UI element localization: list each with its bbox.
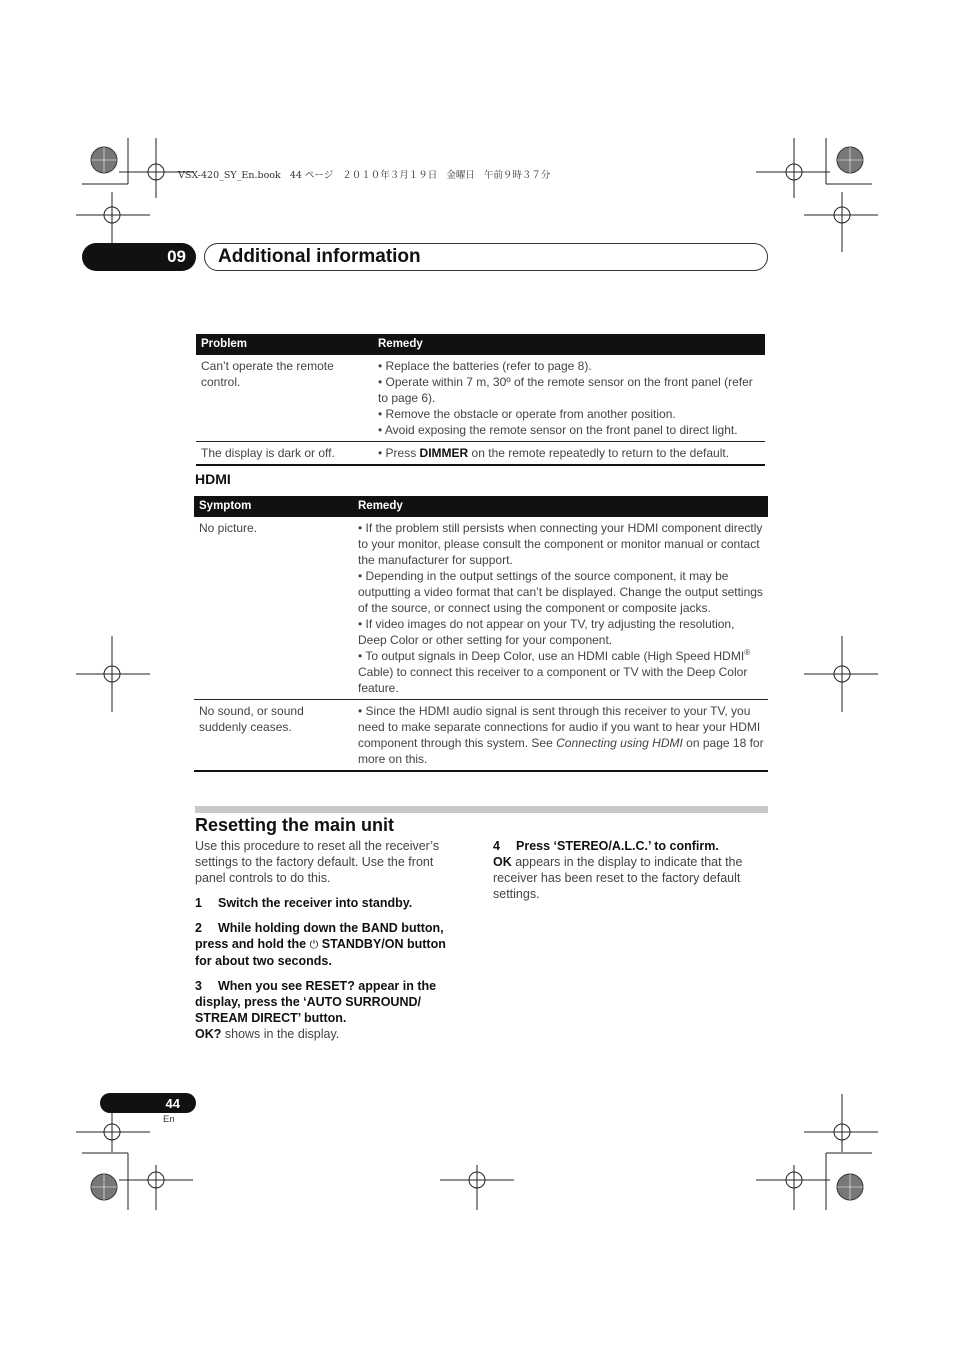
step-text: While holding down the BAND button, press and hold the — [195, 921, 444, 951]
table-row — [194, 700, 768, 772]
step-4-result — [493, 854, 765, 902]
reset-right-column — [493, 838, 765, 902]
remedy-text: • To output signals in Deep Color, use an HDMI cable (High Speed HDMI — [358, 649, 745, 663]
step-4 — [493, 838, 765, 854]
remedy-cell — [353, 700, 768, 772]
step-text: STANDBY/ON button for about two seconds. — [195, 937, 446, 968]
cross-reference: Connecting using HDMI — [556, 736, 683, 750]
remedy-item: • Replace the batteries (refer to page 8). — [378, 359, 592, 373]
remedy-item: • Avoid exposing the remote sensor on the front panel to direct light. — [378, 423, 738, 437]
remedy-cell — [373, 442, 765, 466]
symptom-cell: No picture. — [199, 521, 258, 535]
column-header-problem: Problem — [196, 334, 373, 355]
step-text: Press ‘STEREO/A.L.C.’ to confirm. — [516, 839, 719, 853]
section-divider — [195, 806, 768, 813]
section-title: Resetting the main unit — [195, 815, 395, 835]
remedy-item — [358, 648, 764, 696]
step-number: 4 — [493, 839, 500, 853]
step-text: When you see RESET? appear in the display, press the ‘AUTO SURROUND/ STREAM DIRECT’ button. — [195, 979, 437, 1025]
chapter-number-badge: 09 — [82, 243, 196, 271]
column-header-remedy: Remedy — [353, 496, 768, 517]
step-2 — [195, 920, 460, 969]
page-number: 44 — [100, 1093, 196, 1113]
step-number: 1 — [195, 896, 202, 910]
remedy-cell — [353, 517, 768, 700]
column-header-symptom: Symptom — [194, 496, 353, 517]
remedy-item: • If video images do not appear on your TV, try adjusting the resolution, Deep Color or other setting for your component. — [358, 617, 735, 647]
table-row — [196, 442, 765, 466]
column-header-remedy: Remedy — [373, 334, 765, 355]
step-3 — [195, 978, 460, 1026]
chapter-title: Additional information — [204, 243, 768, 271]
display-text: OK — [493, 855, 512, 869]
print-info-line: VSX-420_SY_En.book 44 ページ ２０１０年３月１９日 金曜日 午前９時３７分 — [178, 170, 551, 181]
table-row — [194, 517, 768, 700]
step-text: Switch the receiver into standby. — [218, 896, 413, 910]
display-text: OK? — [195, 1027, 222, 1041]
step-number: 2 — [195, 921, 202, 935]
result-text: shows in the display. — [221, 1027, 340, 1041]
registered-mark: ® — [744, 648, 751, 657]
remedy-text: • Since the HDMI audio signal is sent through this receiver to your TV, you need to make separate connections for audio if you want to hear your HDMI component through this system. See — [358, 704, 761, 750]
problem-cell: The display is dark or off. — [196, 442, 373, 466]
remedy-cell — [373, 355, 765, 442]
problem-cell: Can’t operate the remote control. — [201, 359, 334, 389]
remedy-text: on page 18 for more on this. — [358, 736, 764, 766]
remedy-text: on the remote repeatedly to return to the default. — [468, 446, 730, 460]
remedy-item: • Depending in the output settings of the source component, it may be outputting a video format that can’t be displayed. Change the output settings of the source, or connect using the component or composite jacks. — [358, 569, 763, 615]
step-3-result — [195, 1026, 460, 1042]
remedy-item: • Operate within 7 m, 30º of the remote sensor on the front panel (refer to page 6). — [378, 375, 753, 405]
standby-icon: ⏻ — [309, 938, 319, 951]
remedy-text: • Press — [378, 446, 420, 460]
page-language: En — [163, 1114, 175, 1125]
step-1 — [195, 895, 460, 911]
remedy-item: • Remove the obstacle or operate from another position. — [378, 407, 676, 421]
table-row — [196, 355, 765, 442]
reset-intro: Use this procedure to reset all the receiver’s settings to the factory default. Use the front panel controls to do this. — [195, 839, 440, 885]
hdmi-table — [194, 496, 768, 772]
symptom-cell: No sound, or sound suddenly ceases. — [194, 700, 353, 772]
reset-left-column — [195, 838, 460, 1042]
result-text: appears in the display to indicate that the receiver has been reset to the factory default settings. — [493, 855, 743, 901]
remedy-item: • If the problem still persists when connecting your HDMI component directly to your monitor, please consult the component or monitor manual or contact the manufacturer for support. — [358, 521, 763, 567]
troubleshooting-table — [196, 334, 765, 466]
dimmer-keyword: DIMMER — [419, 446, 469, 460]
step-number: 3 — [195, 979, 202, 993]
hdmi-heading: HDMI — [195, 471, 231, 487]
remedy-text: Cable) to connect this receiver to a component or TV with the Deep Color feature. — [358, 665, 748, 695]
